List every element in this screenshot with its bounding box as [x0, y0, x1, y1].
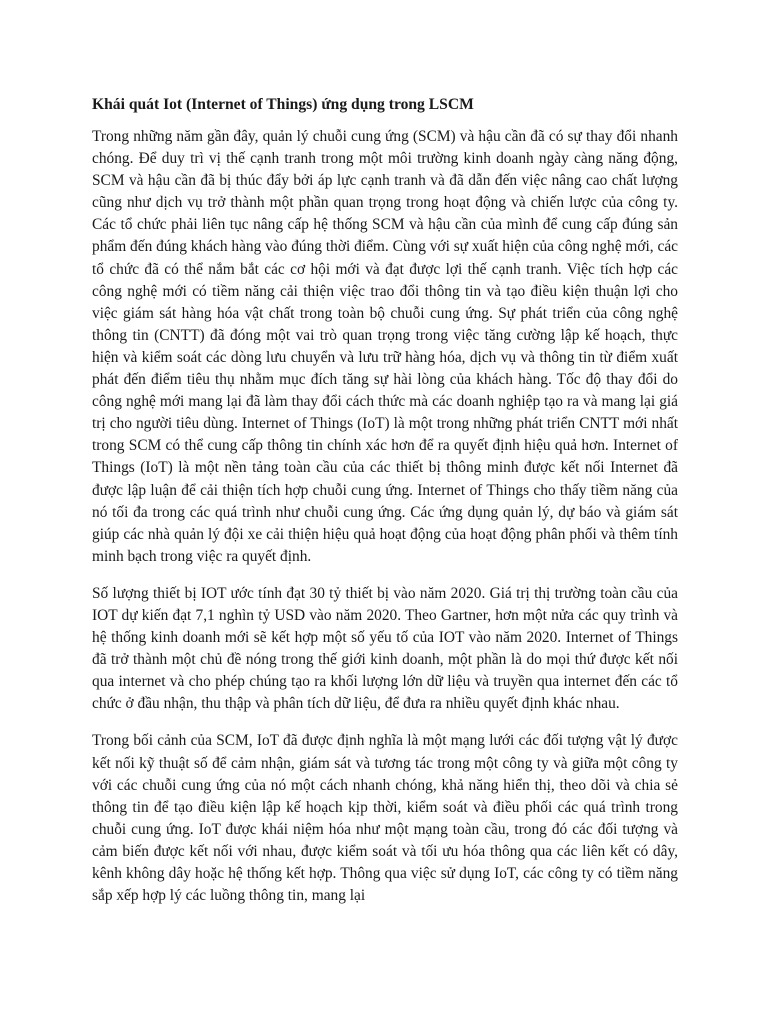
paragraph-2: Số lượng thiết bị IOT ước tính đạt 30 tỷ thiết bị vào năm 2020. Giá trị thị trường toàn cầu của IOT dự kiến đạt 7,1 nghìn tỷ USD vào năm 2020. Theo Gartner, hơn một nửa các quy trình và hệ thống kinh doanh mới sẽ kết hợp một số yếu tố của IOT vào năm 2020. Internet of Things đã trở thành một chủ đề nóng trong thế giới kinh doanh, một phần là do mọi thứ được kết nối qua internet và cho phép chúng tạo ra khối lượng lớn dữ liệu và truyền qua internet đến các tổ chức ở đầu nhận, thu thập và phân tích dữ liệu, để đưa ra nhiều quyết định khác nhau. — [92, 584, 678, 713]
paragraph-3: Trong bối cảnh của SCM, IoT đã được định nghĩa là một mạng lưới các đối tượng vật lý được kết nối kỹ thuật số để cảm nhận, giám sát và tương tác trong một công ty và giữa một công ty với các chuỗi cung ứng của nó một cách nhanh chóng, khả năng hiển thị, theo dõi và chia sẻ thông tin để tạo điều kiện lập kế hoạch kịp thời, kiểm soát và điều phối các quá trình trong chuỗi cung ứng. IoT được khái niệm hóa như một mạng toàn cầu, trong đó các đối tượng và cảm biến được kết nối với nhau, được kiểm soát và tối ưu hóa thông qua các liên kết có dây, kênh không dây hoặc hệ thống kết hợp. Thông qua việc sử dụng IoT, các công ty có tiềm năng sắp xếp hợp lý các luồng thông tin, mang lại — [92, 732, 678, 905]
document-page — [92, 94, 678, 907]
document-title: Khái quát Iot (Internet of Things) ứng dụng trong LSCM — [92, 96, 474, 113]
paragraph-1: Trong những năm gần đây, quản lý chuỗi cung ứng (SCM) và hậu cần đã có sự thay đổi nhanh chóng. Để duy trì vị thế cạnh tranh trong một môi trường kinh doanh ngày càng năng động, SCM và hậu cần đã bị thúc đẩy bởi áp lực cạnh tranh và đã dẫn đến việc nâng cao chất lượng cũng như dịch vụ trở thành một phần quan trọng trong hoạt động và chiến lược của công ty. Các tổ chức phải liên tục nâng cấp hệ thống SCM và hậu cần của mình để cung cấp đúng sản phẩm đến đúng khách hàng vào đúng thời điểm. Cùng với sự xuất hiện của công nghệ mới, các tổ chức đã có thể nắm bắt các cơ hội mới và đạt được lợi thế cạnh tranh. Việc tích hợp các công nghệ mới có tiềm năng cải thiện việc trao đổi thông tin và tạo điều kiện thuận lợi cho việc giám sát hàng hóa vật chất trong toàn bộ chuỗi cung ứng. Sự phát triển của công nghệ thông tin (CNTT) đã đóng một vai trò quan trọng trong việc tăng cường lập kế hoạch, thực hiện và kiểm soát các dòng lưu chuyển và lưu trữ hàng hóa, dịch vụ và thông tin từ điểm xuất phát đến điểm tiêu thụ nhằm mục đích tăng sự hài lòng của khách hàng. Tốc độ thay đổi do công nghệ mới mang lại đã làm thay đổi cách thức mà các doanh nghiệp tạo ra và mang lại giá trị cho người tiêu dùng. Internet of Things (IoT) là một trong những phát triển CNTT mới nhất trong SCM có thể cung cấp thông tin chính xác hơn để ra quyết định hiệu quả hơn. Internet of Things (IoT) là một nền tảng toàn cầu của các thiết bị thông minh được kết nối Internet đã được lập luận để cải thiện tích hợp chuỗi cung ứng. Internet of Things cho thấy tiềm năng của nó tối đa trong các quá trình như chuỗi cung ứng. Các ứng dụng quản lý, dự báo và giám sát giúp các nhà quản lý đội xe cải thiện hiệu quả hoạt động của hoạt động phân phối và thêm tính minh bạch trong việc ra quyết định. — [92, 128, 678, 565]
